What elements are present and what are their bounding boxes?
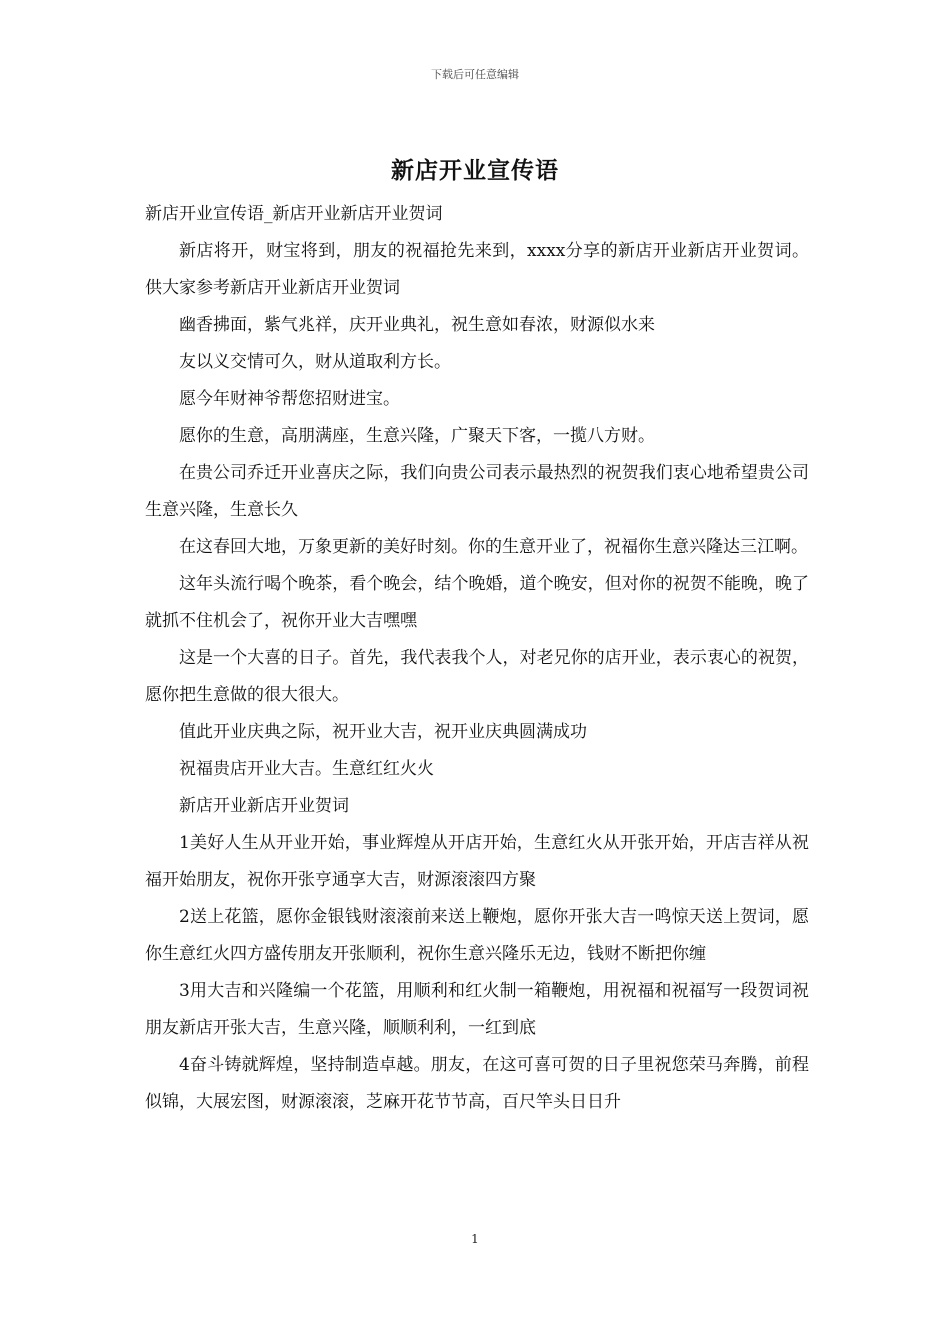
paragraph: 在这春回大地，万象更新的美好时刻。你的生意开业了，祝福你生意兴隆达三江啊。 bbox=[179, 537, 808, 557]
paragraph: 值此开业庆典之际，祝开业大吉，祝开业庆典圆满成功 bbox=[179, 722, 587, 742]
paragraph: 友以义交情可久，财从道取利方长。 bbox=[179, 352, 451, 372]
paragraph: 愿今年财神爷帮您招财进宝。 bbox=[179, 389, 400, 409]
numbered-paragraph: 4奋斗铸就辉煌，坚持制造卓越。朋友，在这可喜可贺的日子里祝您荣马奔腾，前程似锦，大展宏图，财源滚滚，芝麻开花节节高，百尺竿头日日升 bbox=[145, 1055, 809, 1112]
numbered-paragraph: 1美好人生从开业开始，事业辉煌从开店开始，生意红火从开张开始，开店吉祥从祝福开始朋友，祝你开张亨通享大吉，财源滚滚四方聚 bbox=[145, 833, 809, 890]
paragraph: 幽香拂面，紫气兆祥，庆开业典礼，祝生意如春浓，财源似水来 bbox=[179, 315, 655, 335]
section-heading: 新店开业新店开业贺词 bbox=[179, 796, 349, 816]
page-header-note: 下载后可任意编辑 bbox=[431, 68, 519, 81]
numbered-paragraph: 3用大吉和兴隆编一个花篮，用顺利和红火制一箱鞭炮，用祝福和祝福写一段贺词祝朋友新店开张大吉，生意兴隆，顺顺利利，一红到底 bbox=[145, 981, 809, 1038]
document-body bbox=[145, 196, 809, 1121]
paragraph: 愿你的生意，高朋满座，生意兴隆，广聚天下客，一揽八方财。 bbox=[179, 426, 655, 446]
paragraph: 在贵公司乔迁开业喜庆之际，我们向贵公司表示最热烈的祝贺我们衷心地希望贵公司生意兴隆，生意长久 bbox=[145, 463, 809, 520]
document-title: 新店开业宣传语 bbox=[391, 157, 559, 184]
paragraph-intro: 新店将开，财宝将到，朋友的祝福抢先来到，xxxx分享的新店开业新店开业贺词。供大家参考新店开业新店开业贺词 bbox=[145, 241, 809, 298]
paragraph: 这年头流行喝个晚茶，看个晚会，结个晚婚，道个晚安，但对你的祝贺不能晚，晚了就抓不住机会了，祝你开业大吉嘿嘿 bbox=[145, 574, 809, 631]
numbered-paragraph: 2送上花篮，愿你金银钱财滚滚前来送上鞭炮，愿你开张大吉一鸣惊天送上贺词，愿你生意红火四方盛传朋友开张顺利，祝你生意兴隆乐无边，钱财不断把你缠 bbox=[145, 907, 809, 964]
paragraph: 祝福贵店开业大吉。生意红红火火 bbox=[179, 759, 434, 779]
page-number: 1 bbox=[471, 1232, 479, 1246]
document-subtitle: 新店开业宣传语_新店开业新店开业贺词 bbox=[145, 204, 443, 224]
paragraph: 这是一个大喜的日子。首先，我代表我个人，对老兄你的店开业，表示衷心的祝贺，愿你把生意做的很大很大。 bbox=[145, 648, 809, 705]
